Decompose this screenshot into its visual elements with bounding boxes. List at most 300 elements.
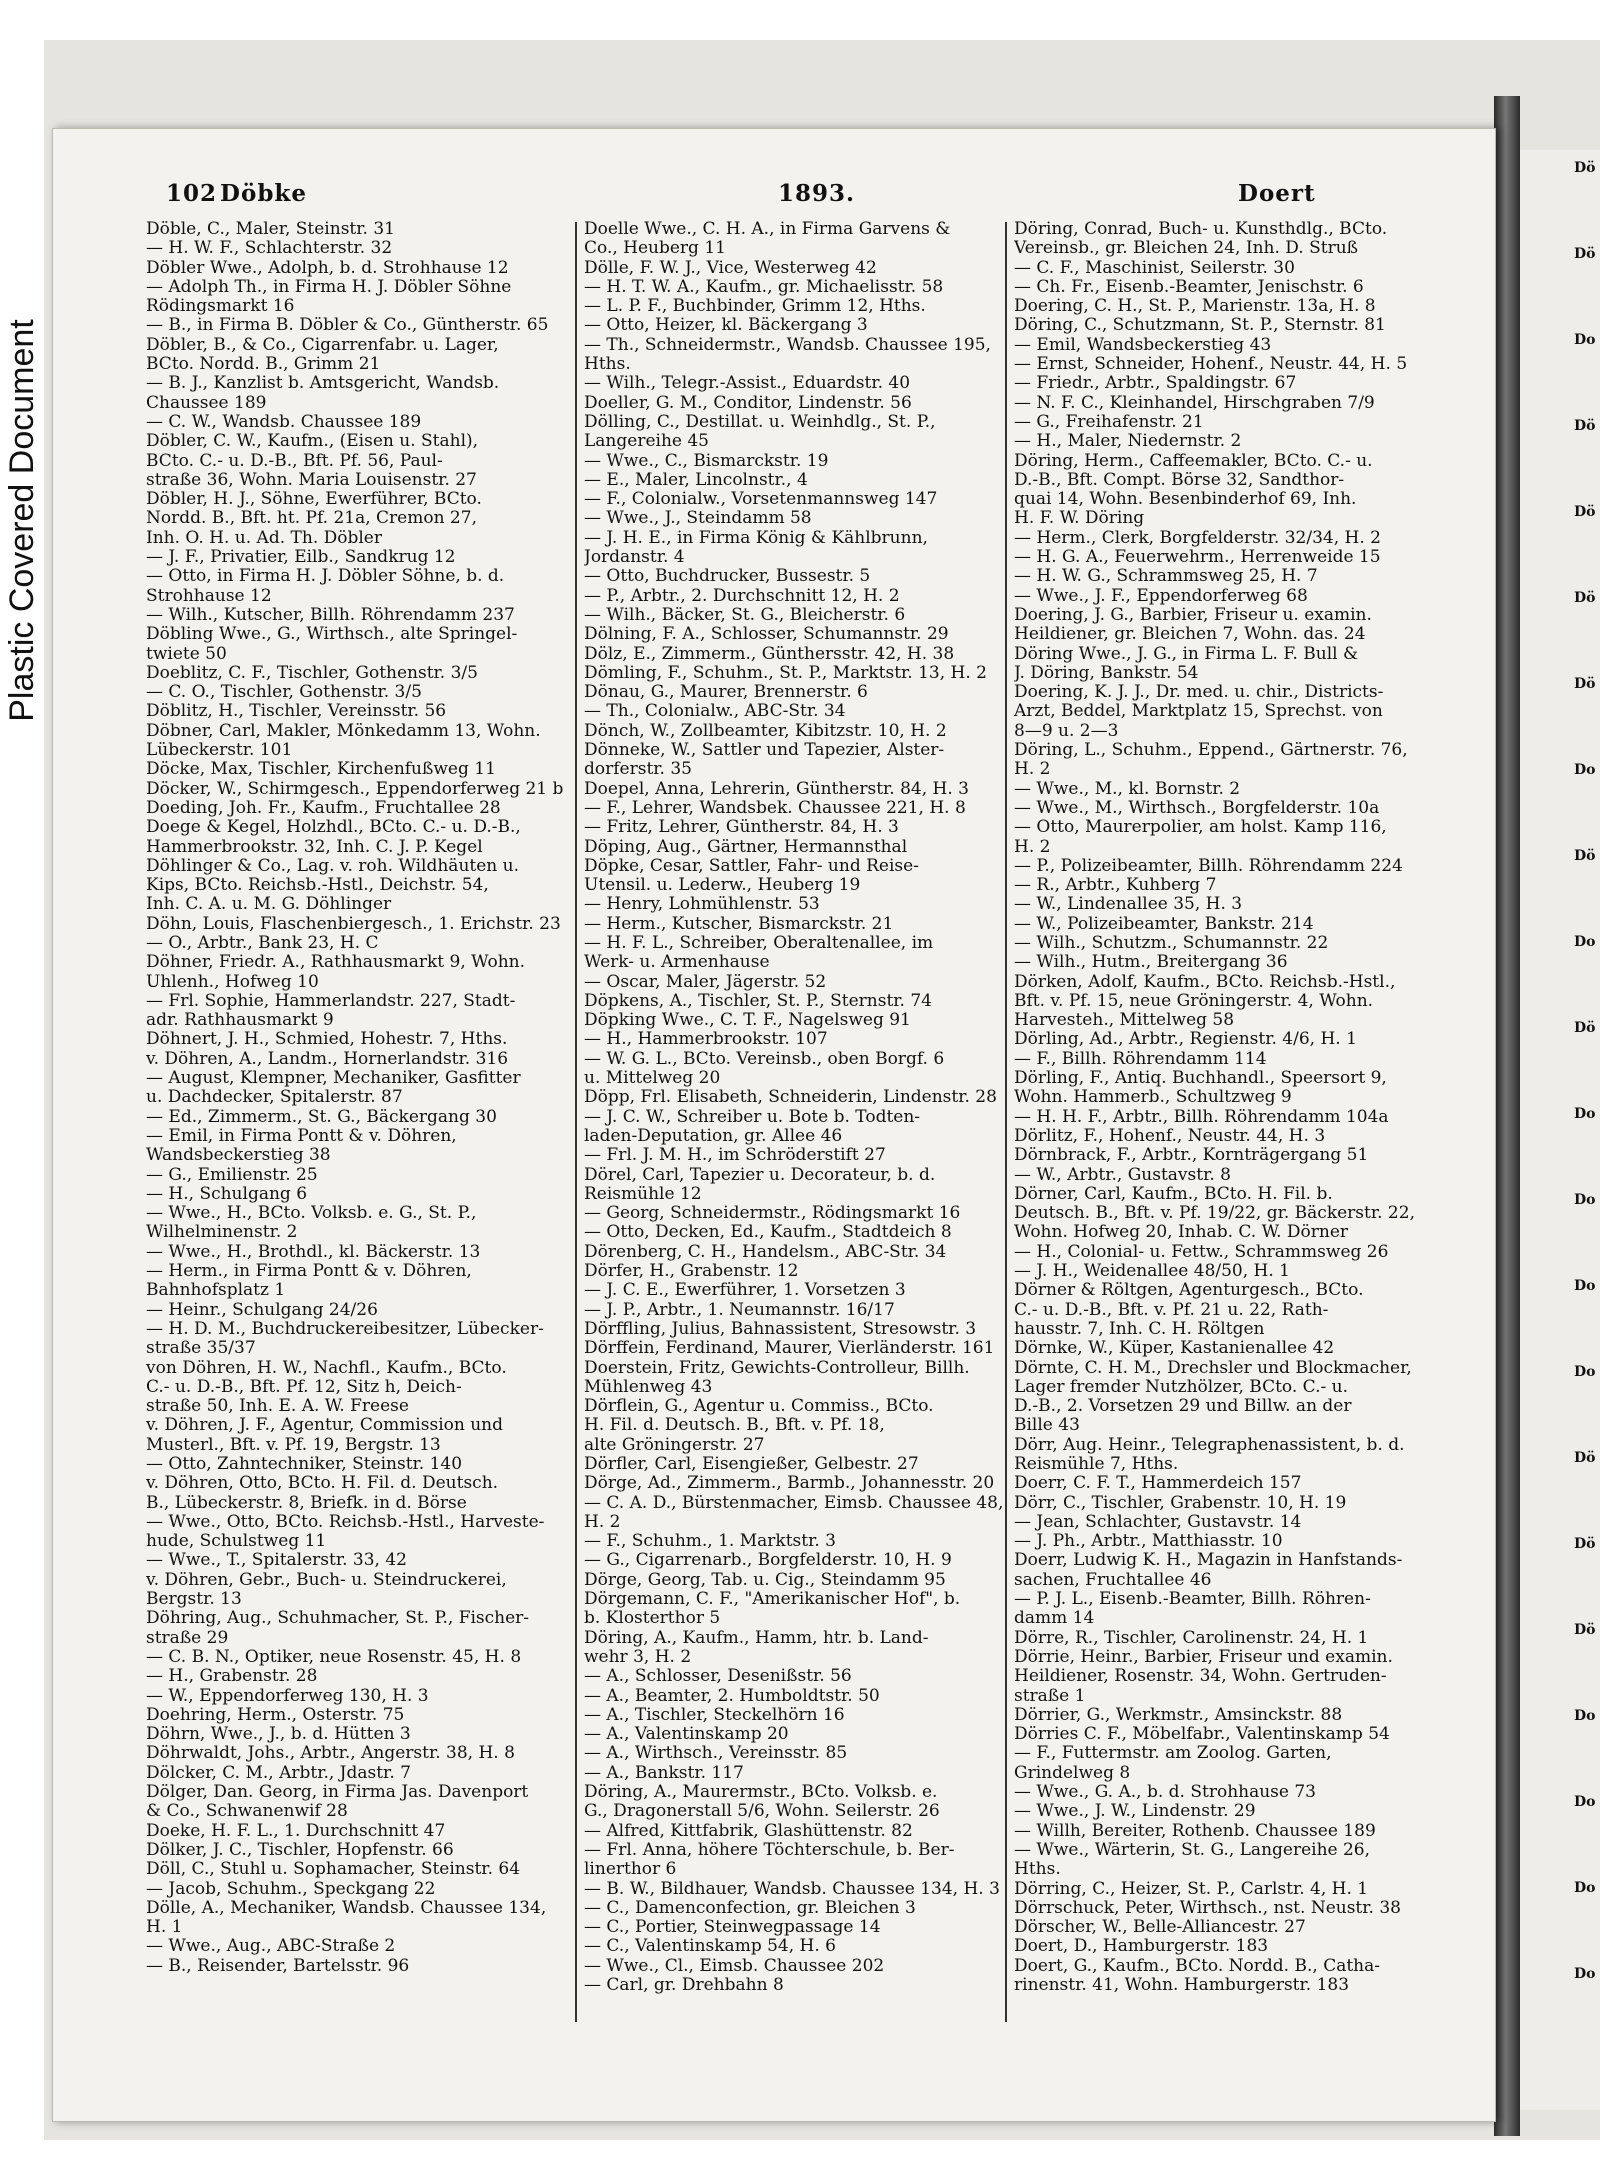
directory-line: Doege & Kegel, Holzhdl., BCto. C.- u. D.-B., xyxy=(146,818,521,838)
directory-line: Döpkens, A., Tischler, St. P., Sternstr. 74 xyxy=(584,991,932,1011)
directory-line: Musterl., Bft. v. Pf. 19, Bergstr. 13 xyxy=(146,1435,441,1455)
next-page-fragment: Do xyxy=(1574,762,1596,778)
directory-line: — F., Colonialw., Vorsetenmannsweg 147 xyxy=(584,490,938,510)
directory-line: Lager fremder Nutzhölzer, BCto. C.- u. xyxy=(1014,1377,1348,1397)
directory-line: — C. W., Wandsb. Chaussee 189 xyxy=(146,412,422,432)
directory-line: Harvesteh., Mittelweg 58 xyxy=(1014,1011,1235,1031)
directory-line: — A., Valentinskamp 20 xyxy=(584,1725,789,1745)
directory-line: Jordanstr. 4 xyxy=(584,548,685,568)
directory-line: — Frl. Sophie, Hammerlandstr. 227, Stadt- xyxy=(146,991,516,1011)
directory-line: Doering, C. H., St. P., Marienstr. 13a, H. 8 xyxy=(1014,297,1376,317)
directory-line: — Wwe., C., Bismarckstr. 19 xyxy=(584,451,829,471)
directory-line: — J. F., Privatier, Eilb., Sandkrug 12 xyxy=(146,548,456,568)
directory-line: — F., Schuhm., 1. Marktstr. 3 xyxy=(584,1532,836,1552)
directory-line: — G., Cigarrenarb., Borgfelderstr. 10, H. 9 xyxy=(584,1551,952,1571)
directory-line: — J. Ph., Arbtr., Matthiasstr. 10 xyxy=(1014,1532,1283,1552)
directory-line: — Wilh., Bäcker, St. G., Bleicherstr. 6 xyxy=(584,605,906,625)
directory-line: Chaussee 189 xyxy=(146,393,267,413)
directory-column-1 xyxy=(146,220,568,2040)
directory-line: — Wwe., H., BCto. Volksb. e. G., St. P., xyxy=(146,1204,477,1224)
directory-line: — J. H. E., in Firma König & Kählbrunn, xyxy=(584,528,928,548)
directory-line: — Otto, Maurerpolier, am holst. Kamp 116, xyxy=(1014,818,1387,838)
directory-line: — Friedr., Arbtr., Spaldingstr. 67 xyxy=(1014,374,1297,394)
directory-line: — H., Grabenstr. 28 xyxy=(146,1667,318,1687)
directory-line: Langereihe 45 xyxy=(584,432,709,452)
directory-line: straße 1 xyxy=(1014,1686,1086,1706)
next-page-fragment: Do xyxy=(1574,1708,1596,1724)
directory-line: u. Mittelweg 20 xyxy=(584,1069,721,1089)
directory-line: — H. T. W. A., Kaufm., gr. Michaelisstr. 58 xyxy=(584,277,944,297)
directory-line: — C., Damenconfection, gr. Bleichen 3 xyxy=(584,1898,916,1918)
directory-line: Werk- u. Armenhause xyxy=(584,953,770,973)
directory-line: Hths. xyxy=(584,355,631,375)
directory-line: — H. D. M., Buchdruckereibesitzer, Lübecker- xyxy=(146,1319,544,1339)
directory-line: BCto. Nordd. B., Grimm 21 xyxy=(146,355,381,375)
book-gutter xyxy=(1494,96,1520,2136)
next-page-fragment: Dö xyxy=(1574,504,1596,520)
page-header xyxy=(110,180,1316,210)
directory-line: — Henry, Lohmühlenstr. 53 xyxy=(584,895,820,915)
directory-line: Dörfler, Carl, Eisengießer, Gelbestr. 27 xyxy=(584,1455,919,1474)
directory-line: — Wwe., Otto, BCto. Reichsb.-Hstl., Harveste- xyxy=(146,1512,545,1532)
directory-column-3 xyxy=(1014,220,1436,2040)
directory-line: Doerr, C. F. T., Hammerdeich 157 xyxy=(1014,1474,1302,1494)
directory-line: — Willh, Bereiter, Rothenb. Chaussee 189 xyxy=(1014,1821,1376,1841)
directory-line: Wohn. Hofweg 20, Inhab. C. W. Dörner xyxy=(1014,1223,1349,1243)
directory-line: Dörre, R., Tischler, Carolinenstr. 24, H. 1 xyxy=(1014,1628,1369,1648)
next-page-fragment: Dö xyxy=(1574,1622,1596,1638)
directory-line: J. Döring, Bankstr. 54 xyxy=(1014,663,1199,683)
directory-line: — F., Futtermstr. am Zoolog. Garten, xyxy=(1014,1744,1332,1764)
directory-line: — Wwe., G. A., b. d. Strohhause 73 xyxy=(1014,1783,1316,1803)
directory-line: — H. G. A., Feuerwehrm., Herrenweide 15 xyxy=(1014,548,1381,568)
directory-line: Utensil. u. Lederw., Heuberg 19 xyxy=(584,876,861,896)
directory-line: Lübeckerstr. 101 xyxy=(146,741,293,761)
directory-line: Dörel, Carl, Tapezier u. Decorateur, b. d. xyxy=(584,1165,936,1185)
header-first-entry: Döbke xyxy=(220,180,307,207)
directory-line: — Ed., Zimmerm., St. G., Bäckergang 30 xyxy=(146,1107,497,1127)
directory-line: Rödingsmarkt 16 xyxy=(146,297,295,317)
next-page-fragment: Do xyxy=(1574,332,1596,348)
header-last-entry: Doert xyxy=(1238,180,1316,207)
directory-line: — C., Portier, Steinwegpassage 14 xyxy=(584,1918,881,1938)
directory-line: Bille 43 xyxy=(1014,1416,1080,1436)
directory-line: — H. H. F., Arbtr., Billh. Röhrendamm 104a xyxy=(1014,1107,1389,1127)
directory-line: Doeke, H. F. L., 1. Durchschnitt 47 xyxy=(146,1821,446,1841)
directory-line: — G., Freihafenstr. 21 xyxy=(1014,412,1204,432)
directory-line: v. Döhren, Gebr., Buch- u. Steindruckerei, xyxy=(146,1570,507,1590)
next-page-fragment: Dö xyxy=(1574,1020,1596,1036)
header-left xyxy=(166,180,307,207)
directory-line: dorferstr. 35 xyxy=(584,760,692,780)
directory-line: — H. W. G., Schrammsweg 25, H. 7 xyxy=(1014,567,1318,587)
directory-line: Döbler Wwe., Adolph, b. d. Strohhause 12 xyxy=(146,258,509,278)
stamp-text: Plastic Covered Document xyxy=(2,318,41,722)
next-page-fragment: Do xyxy=(1574,1106,1596,1122)
directory-line: Bft. v. Pf. 15, neue Gröningerstr. 4, Wohn. xyxy=(1014,991,1374,1011)
directory-line: Doeding, Joh. Fr., Kaufm., Fruchtallee 28 xyxy=(146,798,501,818)
directory-line: Dölle, A., Mechaniker, Wandsb. Chaussee 134, xyxy=(146,1898,547,1918)
directory-line: Doeller, G. M., Conditor, Lindenstr. 56 xyxy=(584,393,912,413)
directory-line: Wohn. Hammerb., Schultzweg 9 xyxy=(1014,1088,1292,1108)
directory-line: von Döhren, H. W., Nachfl., Kaufm., BCto. xyxy=(146,1358,507,1378)
directory-line: Dölle, F. W. J., Vice, Westerweg 42 xyxy=(584,258,877,278)
directory-line: hausstr. 7, Inh. C. H. Röltgen xyxy=(1014,1319,1265,1339)
directory-line: Döbler, B., & Co., Cigarrenfabr. u. Lager, xyxy=(146,335,499,355)
directory-line: — J. H., Weidenallee 48/50, H. 1 xyxy=(1014,1262,1291,1282)
directory-line: quai 14, Wohn. Besenbinderhof 69, Inh. xyxy=(1014,490,1357,510)
directory-line: b. Klosterthor 5 xyxy=(584,1609,721,1629)
directory-line: Hths. xyxy=(1014,1860,1061,1880)
directory-line: — L. P. F., Buchbinder, Grimm 12, Hths. xyxy=(584,297,926,317)
directory-line: — H. F. L., Schreiber, Oberaltenallee, im xyxy=(584,933,934,953)
directory-line: Dörlitz, F., Hohenf., Neustr. 44, H. 3 xyxy=(1014,1126,1326,1146)
directory-line: Deutsch. B., Bft. v. Pf. 19/22, gr. Bäckerstr. 22, xyxy=(1014,1204,1415,1224)
directory-line: Döbner, Carl, Makler, Mönkedamm 13, Wohn. xyxy=(146,721,541,741)
directory-line: Doehring, Herm., Osterstr. 75 xyxy=(146,1705,405,1725)
directory-line: Döring, L., Schuhm., Eppend., Gärtnerstr. 76, xyxy=(1014,741,1408,761)
directory-line: Kips, BCto. Reichsb.-Hstl., Deichstr. 54, xyxy=(146,876,489,896)
directory-line: Co., Heuberg 11 xyxy=(584,239,726,259)
directory-line: Dörfer, H., Grabenstr. 12 xyxy=(584,1262,799,1282)
directory-line: — W., Lindenallee 35, H. 3 xyxy=(1014,895,1243,915)
directory-line: Döhnert, J. H., Schmied, Hohestr. 7, Hths. xyxy=(146,1030,508,1050)
directory-line: Dörffling, Julius, Bahnassistent, Stresowstr. 3 xyxy=(584,1319,977,1339)
directory-line: Döbling Wwe., G., Wirthsch., alte Springel- xyxy=(146,625,518,645)
directory-line: D.-B., 2. Vorsetzen 29 und Billw. an der xyxy=(1014,1397,1352,1417)
directory-line: Döpke, Cesar, Sattler, Fahr- und Reise- xyxy=(584,856,919,876)
directory-line: Dönch, W., Zollbeamter, Kibitzstr. 10, H. 2 xyxy=(584,721,947,741)
directory-line: — N. F. C., Kleinhandel, Hirschgraben 7/9 xyxy=(1014,393,1375,413)
directory-line: — Alfred, Kittfabrik, Glashüttenstr. 82 xyxy=(584,1821,913,1841)
directory-line: — Wwe., J. W., Lindenstr. 29 xyxy=(1014,1802,1256,1822)
directory-line: H. F. W. Döring xyxy=(1014,509,1145,529)
directory-line: Bergstr. 13 xyxy=(146,1590,242,1610)
directory-line: Doepel, Anna, Lehrerin, Güntherstr. 84, H. 3 xyxy=(584,779,969,799)
directory-line: Döring Wwe., J. G., in Firma L. F. Bull & xyxy=(1014,644,1359,664)
next-page-fragment: Do xyxy=(1574,1966,1596,1982)
directory-line: Döring, Conrad, Buch- u. Kunsthdlg., BCto. xyxy=(1014,220,1388,239)
directory-line: — Fritz, Lehrer, Güntherstr. 84, H. 3 xyxy=(584,818,899,838)
directory-line: — B., Reisender, Bartelsstr. 96 xyxy=(146,1956,410,1976)
directory-line: Döblitz, H., Tischler, Vereinsstr. 56 xyxy=(146,702,447,722)
directory-line: Döhlinger & Co., Lag. v. roh. Wildhäuten u. xyxy=(146,856,519,876)
directory-line: — Herm., in Firma Pontt & v. Döhren, xyxy=(146,1262,472,1282)
directory-line: Döhn, Louis, Flaschenbiergesch., 1. Erichstr. 23 xyxy=(146,914,561,934)
directory-line: Dörgemann, C. F., "Amerikanischer Hof", b. xyxy=(584,1590,961,1610)
directory-line: Döhrn, Wwe., J., b. d. Hütten 3 xyxy=(146,1725,411,1745)
directory-line: — Wilh., Kutscher, Billh. Röhrendamm 237 xyxy=(146,605,515,625)
directory-line: — H., Colonial- u. Fettw., Schrammsweg 26 xyxy=(1014,1242,1389,1262)
column-divider xyxy=(575,222,577,2022)
directory-line: C.- u. D.-B., Bft. v. Pf. 21 u. 22, Rath- xyxy=(1014,1300,1329,1320)
directory-line: Dönau, G., Maurer, Brennerstr. 6 xyxy=(584,683,868,703)
directory-line: Dölz, E., Zimmerm., Günthersstr. 42, H. 38 xyxy=(584,644,955,664)
directory-line: — Emil, Wandsbeckerstieg 43 xyxy=(1014,335,1272,355)
directory-line: Döring, C., Schutzmann, St. P., Sternstr. 81 xyxy=(1014,316,1386,336)
directory-line: Dörner, Carl, Kaufm., BCto. H. Fil. b. xyxy=(1014,1184,1333,1204)
directory-line: BCto. C.- u. D.-B., Bft. Pf. 56, Paul- xyxy=(146,451,443,471)
next-page-fragment: Dö xyxy=(1574,590,1596,606)
directory-line: — Wilh., Schutzm., Schumannstr. 22 xyxy=(1014,933,1329,953)
directory-line: — Wwe., H., Brothdl., kl. Bäckerstr. 13 xyxy=(146,1242,481,1262)
header-year: 1893. xyxy=(778,180,856,207)
directory-line: Dörffein, Ferdinand, Maurer, Vierländerstr. 161 xyxy=(584,1339,995,1359)
next-page-fragment: Do xyxy=(1574,1364,1596,1380)
directory-line: Dörnte, C. H. M., Drechsler und Blockmacher, xyxy=(1014,1358,1412,1378)
directory-line: linerthor 6 xyxy=(584,1860,677,1880)
directory-line: — Jean, Schlachter, Gustavstr. 14 xyxy=(1014,1512,1302,1532)
directory-line: v. Döhren, Otto, BCto. H. Fil. d. Deutsch. xyxy=(146,1474,499,1494)
directory-line: — Oscar, Maler, Jägerstr. 52 xyxy=(584,972,827,992)
directory-line: Döble, C., Maler, Steinstr. 31 xyxy=(146,220,395,239)
directory-line: v. Döhren, J. F., Agentur, Commission und xyxy=(146,1416,503,1436)
directory-line: Dörling, F., Antiq. Buchhandl., Speersort 9, xyxy=(1014,1069,1387,1089)
directory-line: Döcker, W., Schirmgesch., Eppendorferweg 21 b xyxy=(146,779,564,799)
directory-line: — Frl. Anna, höhere Töchterschule, b. Ber- xyxy=(584,1840,955,1860)
directory-line: — Wwe., M., Wirthsch., Borgfelderstr. 10a xyxy=(1014,798,1380,818)
directory-line: — Carl, gr. Drehbahn 8 xyxy=(584,1976,784,1996)
directory-line: Döping, Aug., Gärtner, Hermannsthal xyxy=(584,837,908,857)
directory-line: — Wwe., T., Spitalerstr. 33, 42 xyxy=(146,1551,408,1571)
next-page-fragment: Do xyxy=(1574,1278,1596,1294)
directory-line: Dörnke, W., Küper, Kastanienallee 42 xyxy=(1014,1339,1335,1359)
directory-line: Döbler, H. J., Söhne, Ewerführer, BCto. xyxy=(146,490,482,510)
directory-line: — Wwe., J. F., Eppendorferweg 68 xyxy=(1014,586,1308,606)
next-page-fragment: Dö xyxy=(1574,1450,1596,1466)
directory-line: Dölker, J. C., Tischler, Hopfenstr. 66 xyxy=(146,1840,454,1860)
directory-line: twiete 50 xyxy=(146,644,227,664)
next-page-fragment: Dö xyxy=(1574,676,1596,692)
directory-line: — August, Klempner, Mechaniker, Gasfitter xyxy=(146,1069,521,1089)
directory-line: Döpp, Frl. Elisabeth, Schneiderin, Lindenstr. 28 xyxy=(584,1088,997,1108)
directory-line: Doerr, Ludwig K. H., Magazin in Hanfstands- xyxy=(1014,1551,1403,1571)
directory-line: D.-B., Bft. Compt. Börse 32, Sandthor- xyxy=(1014,470,1345,490)
directory-line: C.- u. D.-B., Bft. Pf. 12, Sitz h, Deich- xyxy=(146,1377,462,1397)
directory-line: Dörr, C., Tischler, Grabenstr. 10, H. 19 xyxy=(1014,1493,1347,1513)
directory-line: wehr 3, H. 2 xyxy=(584,1647,692,1667)
directory-line: — Otto, Decken, Ed., Kaufm., Stadtdeich 8 xyxy=(584,1223,952,1243)
directory-line: — E., Maler, Lincolnstr., 4 xyxy=(584,470,808,490)
directory-line: H. 2 xyxy=(1014,760,1051,780)
directory-line: — W., Polizeibeamter, Bankstr. 214 xyxy=(1014,914,1314,934)
directory-line: Dörries C. F., Möbelfabr., Valentinskamp 54 xyxy=(1014,1725,1390,1745)
directory-line: — A., Schlosser, Desenißstr. 56 xyxy=(584,1667,852,1687)
directory-line: Dörrier, G., Werkmstr., Amsinckstr. 88 xyxy=(1014,1705,1343,1725)
directory-line: H. 1 xyxy=(146,1918,183,1938)
directory-line: — W. G. L., BCto. Vereinsb., oben Borgf. 6 xyxy=(584,1049,945,1069)
next-page-fragment: Dö xyxy=(1574,160,1596,176)
directory-line: — Emil, in Firma Pontt & v. Döhren, xyxy=(146,1126,457,1146)
directory-line: Döpking Wwe., C. T. F., Nagelsweg 91 xyxy=(584,1011,911,1031)
directory-line: — C., Valentinskamp 54, H. 6 xyxy=(584,1937,836,1957)
directory-line: 8—9 u. 2—3 xyxy=(1014,721,1119,741)
directory-line: u. Dachdecker, Spitalerstr. 87 xyxy=(146,1088,403,1108)
directory-line: — Wilh., Hutm., Breitergang 36 xyxy=(1014,953,1288,973)
directory-line: Dörenberg, C. H., Handelsm., ABC-Str. 34 xyxy=(584,1242,947,1262)
directory-line: sachen, Fruchtallee 46 xyxy=(1014,1570,1212,1590)
directory-line: adr. Rathhausmarkt 9 xyxy=(146,1011,334,1031)
directory-line: — Georg, Schneidermstr., Rödingsmarkt 16 xyxy=(584,1204,961,1224)
directory-line: — Wwe., M., kl. Bornstr. 2 xyxy=(1014,779,1241,799)
directory-line: Dörrschuck, Peter, Wirthsch., nst. Neustr. 38 xyxy=(1014,1898,1401,1918)
directory-line: Doering, K. J. J., Dr. med. u. chir., Districts- xyxy=(1014,683,1384,703)
directory-line: Döring, A., Maurermstr., BCto. Volksb. e. xyxy=(584,1783,938,1803)
directory-line: — H., Maler, Niedernstr. 2 xyxy=(1014,432,1242,452)
directory-line: — Th., Schneidermstr., Wandsb. Chaussee 195, xyxy=(584,335,991,355)
directory-column-2 xyxy=(584,220,1006,2040)
directory-line: Dörring, C., Heizer, St. P., Carlstr. 4, H. 1 xyxy=(1014,1879,1369,1899)
directory-line: — F., Lehrer, Wandsbek. Chaussee 221, H. 8 xyxy=(584,798,966,818)
directory-line: — A., Tischler, Steckelhörn 16 xyxy=(584,1705,845,1725)
directory-line: Dörge, Georg, Tab. u. Cig., Steindamm 95 xyxy=(584,1570,946,1590)
next-page-fragment: Do xyxy=(1574,1192,1596,1208)
directory-line: Reismühle 12 xyxy=(584,1184,702,1204)
plastic-covered-stamp xyxy=(0,240,44,800)
next-page-fragment: Dö xyxy=(1574,246,1596,262)
directory-line: — J. C. W., Schreiber u. Bote b. Todten- xyxy=(584,1107,921,1127)
directory-line: — C. B. N., Optiker, neue Rosenstr. 45, H. 8 xyxy=(146,1647,522,1667)
directory-line: — Herm., Kutscher, Bismarckstr. 21 xyxy=(584,914,894,934)
directory-line: — B. J., Kanzlist b. Amtsgericht, Wandsb. xyxy=(146,374,500,394)
directory-line: Doert, G., Kaufm., BCto. Nordd. B., Catha- xyxy=(1014,1956,1380,1976)
directory-line: — J. C. E., Ewerführer, 1. Vorsetzen 3 xyxy=(584,1281,906,1301)
directory-line: Dörflein, G., Agentur u. Commiss., BCto. xyxy=(584,1397,934,1417)
directory-line: — Adolph Th., in Firma H. J. Döbler Söhne xyxy=(146,277,512,297)
directory-line: — Herm., Clerk, Borgfelderstr. 32/34, H. 2 xyxy=(1014,528,1381,548)
directory-line: — W., Eppendorferweg 130, H. 3 xyxy=(146,1686,429,1706)
directory-line: Döbler, C. W., Kaufm., (Eisen u. Stahl), xyxy=(146,432,479,452)
directory-line: Dönneke, W., Sattler und Tapezier, Alster- xyxy=(584,741,945,761)
directory-line: — A., Beamter, 2. Humboldtstr. 50 xyxy=(584,1686,880,1706)
directory-line: Dörge, Ad., Zimmerm., Barmb., Johannesstr. 20 xyxy=(584,1474,995,1494)
directory-line: Döll, C., Stuhl u. Sophamacher, Steinstr. 64 xyxy=(146,1860,521,1880)
directory-line: — Jacob, Schuhm., Speckgang 22 xyxy=(146,1879,436,1899)
directory-line: — H., Hammerbrookstr. 107 xyxy=(584,1030,828,1050)
directory-line: Dölling, C., Destillat. u. Weinhdlg., St. P., xyxy=(584,412,936,432)
directory-line: Dölcker, C. M., Arbtr., Jdastr. 7 xyxy=(146,1763,411,1783)
directory-line: — Wwe., J., Steindamm 58 xyxy=(584,509,812,529)
directory-line: — J. P., Arbtr., 1. Neumannstr. 16/17 xyxy=(584,1300,895,1320)
directory-line: straße 36, Wohn. Maria Louisenstr. 27 xyxy=(146,470,477,490)
directory-line: Dömling, F., Schuhm., St. P., Marktstr. 13, H. 2 xyxy=(584,663,988,683)
directory-line: Inh. O. H. u. Ad. Th. Döbler xyxy=(146,528,382,548)
directory-line: — O., Arbtr., Bank 23, H. C xyxy=(146,933,379,953)
directory-line: Dörscher, W., Belle-Alliancestr. 27 xyxy=(1014,1918,1306,1938)
directory-line: — Otto, Buchdrucker, Bussestr. 5 xyxy=(584,567,871,587)
directory-line: — P., Arbtr., 2. Durchschnitt 12, H. 2 xyxy=(584,586,900,606)
directory-line: & Co., Schwanenwif 28 xyxy=(146,1802,348,1822)
directory-line: Doering, J. G., Barbier, Friseur u. examin. xyxy=(1014,605,1372,625)
directory-line: rinenstr. 41, Wohn. Hamburgerstr. 183 xyxy=(1014,1976,1350,1996)
directory-line: Dörr, Aug. Heinr., Telegraphenassistent, b. d. xyxy=(1014,1435,1405,1455)
directory-line: — Otto, Heizer, kl. Bäckergang 3 xyxy=(584,316,868,336)
directory-line: hude, Schulstweg 11 xyxy=(146,1532,327,1552)
directory-line: H. 2 xyxy=(584,1512,621,1532)
directory-line: Döhring, Aug., Schuhmacher, St. P., Fischer- xyxy=(146,1609,530,1629)
directory-line: Dörnbrack, F., Arbtr., Kornträgergang 51 xyxy=(1014,1146,1369,1166)
directory-line: laden-Deputation, gr. Allee 46 xyxy=(584,1126,843,1146)
directory-line: H. Fil. d. Deutsch. B., Bft. v. Pf. 18, xyxy=(584,1416,885,1436)
directory-line: Dölger, Dan. Georg, in Firma Jas. Davenport xyxy=(146,1783,529,1803)
next-page-fragment: Do xyxy=(1574,934,1596,950)
directory-line: straße 50, Inh. E. A. W. Freese xyxy=(146,1397,409,1417)
directory-line: Vereinsb., gr. Bleichen 24, Inh. D. Struß xyxy=(1014,239,1359,259)
directory-line: Arzt, Beddel, Marktplatz 15, Sprechst. von xyxy=(1014,702,1383,722)
next-page-fragment: Do xyxy=(1574,1794,1596,1810)
directory-line: Mühlenweg 43 xyxy=(584,1377,713,1397)
directory-line: Döhner, Friedr. A., Rathhausmarkt 9, Wohn. xyxy=(146,953,526,973)
directory-line: Döcke, Max, Tischler, Kirchenfußweg 11 xyxy=(146,760,496,780)
directory-line: — Ernst, Schneider, Hohenf., Neustr. 44, H. 5 xyxy=(1014,355,1408,375)
directory-line: — C. A. D., Bürstenmacher, Eimsb. Chaussee 48, xyxy=(584,1493,1004,1513)
directory-line: Döring, Herm., Caffeemakler, BCto. C.- u. xyxy=(1014,451,1373,471)
directory-line: — H., Schulgang 6 xyxy=(146,1184,308,1204)
directory-line: — Wwe., Wärterin, St. G., Langereihe 26, xyxy=(1014,1840,1371,1860)
directory-line: Strohhause 12 xyxy=(146,586,272,606)
directory-line: alte Gröningerstr. 27 xyxy=(584,1435,765,1455)
directory-line: — P. J. L., Eisenb.-Beamter, Billh. Röhren- xyxy=(1014,1590,1371,1610)
directory-line: Nordd. B., Bft. ht. Pf. 21a, Cremon 27, xyxy=(146,509,477,529)
directory-line: damm 14 xyxy=(1014,1609,1095,1629)
directory-line: — P., Polizeibeamter, Billh. Röhrendamm 224 xyxy=(1014,856,1403,876)
directory-line: straße 29 xyxy=(146,1628,229,1648)
directory-line: — Wilh., Telegr.-Assist., Eduardstr. 40 xyxy=(584,374,911,394)
directory-line: Uhlenh., Hofweg 10 xyxy=(146,972,319,992)
directory-line: — Wwe., Cl., Eimsb. Chaussee 202 xyxy=(584,1956,885,1976)
directory-line: — Wwe., Aug., ABC-Straße 2 xyxy=(146,1937,396,1957)
directory-line: B., Lübeckerstr. 8, Briefk. in d. Börse xyxy=(146,1493,467,1513)
next-page-edge xyxy=(1520,150,1600,2110)
directory-line: — Frl. J. M. H., im Schröderstift 27 xyxy=(584,1146,886,1166)
directory-line: Bahnhofsplatz 1 xyxy=(146,1281,286,1301)
directory-line: — R., Arbtr., Kuhberg 7 xyxy=(1014,876,1217,896)
next-page-fragment: Dö xyxy=(1574,848,1596,864)
directory-line: v. Döhren, A., Landm., Hornerlandstr. 316 xyxy=(146,1049,509,1069)
next-page-fragment: Do xyxy=(1574,1880,1596,1896)
directory-line: Heildiener, Rosenstr. 34, Wohn. Gertruden- xyxy=(1014,1667,1387,1687)
next-page-fragment: Dö xyxy=(1574,1536,1596,1552)
directory-line: Döhrwaldt, Johs., Arbtr., Angerstr. 38, H. 8 xyxy=(146,1744,515,1764)
directory-line: Dörner & Röltgen, Agenturgesch., BCto. xyxy=(1014,1281,1364,1301)
directory-line: — C. O., Tischler, Gothenstr. 3/5 xyxy=(146,683,422,703)
directory-line: straße 35/37 xyxy=(146,1339,256,1359)
directory-line: Döring, A., Kaufm., Hamm, htr. b. Land- xyxy=(584,1628,929,1648)
directory-line: Inh. C. A. u. M. G. Döhlinger xyxy=(146,895,392,915)
directory-line: — Ch. Fr., Eisenb.-Beamter, Jenischstr. 6 xyxy=(1014,277,1364,297)
directory-line: — Th., Colonialw., ABC-Str. 34 xyxy=(584,702,846,722)
directory-line: H. 2 xyxy=(1014,837,1051,857)
directory-line: Doeblitz, C. F., Tischler, Gothenstr. 3/5 xyxy=(146,663,478,683)
directory-line: Heildiener, gr. Bleichen 7, Wohn. das. 24 xyxy=(1014,625,1366,645)
directory-line: Wandsbeckerstieg 38 xyxy=(146,1146,331,1166)
directory-line: — A., Wirthsch., Vereinsstr. 85 xyxy=(584,1744,848,1764)
directory-line: — W., Arbtr., Gustavstr. 8 xyxy=(1014,1165,1231,1185)
next-page-fragment: Dö xyxy=(1574,418,1596,434)
directory-line: Grindelweg 8 xyxy=(1014,1763,1131,1783)
directory-line: Dörling, Ad., Arbtr., Regienstr. 4/6, H. 1 xyxy=(1014,1030,1357,1050)
directory-line: — C. F., Maschinist, Seilerstr. 30 xyxy=(1014,258,1295,278)
directory-line: — F., Billh. Röhrendamm 114 xyxy=(1014,1049,1267,1069)
directory-line: Doerstein, Fritz, Gewichts-Controlleur, Billh. xyxy=(584,1358,970,1378)
directory-line: — B. W., Bildhauer, Wandsb. Chaussee 134, H. 3 xyxy=(584,1879,1000,1899)
directory-line: Wilhelminenstr. 2 xyxy=(146,1223,298,1243)
directory-line: — Otto, Zahntechniker, Steinstr. 140 xyxy=(146,1455,463,1474)
directory-line: Hammerbrookstr. 32, Inh. C. J. P. Kegel xyxy=(146,837,483,857)
directory-line: — H. W. F., Schlachterstr. 32 xyxy=(146,239,393,259)
directory-line: Reismühle 7, Hths. xyxy=(1014,1455,1179,1474)
directory-line: Doelle Wwe., C. H. A., in Firma Garvens & xyxy=(584,220,951,239)
